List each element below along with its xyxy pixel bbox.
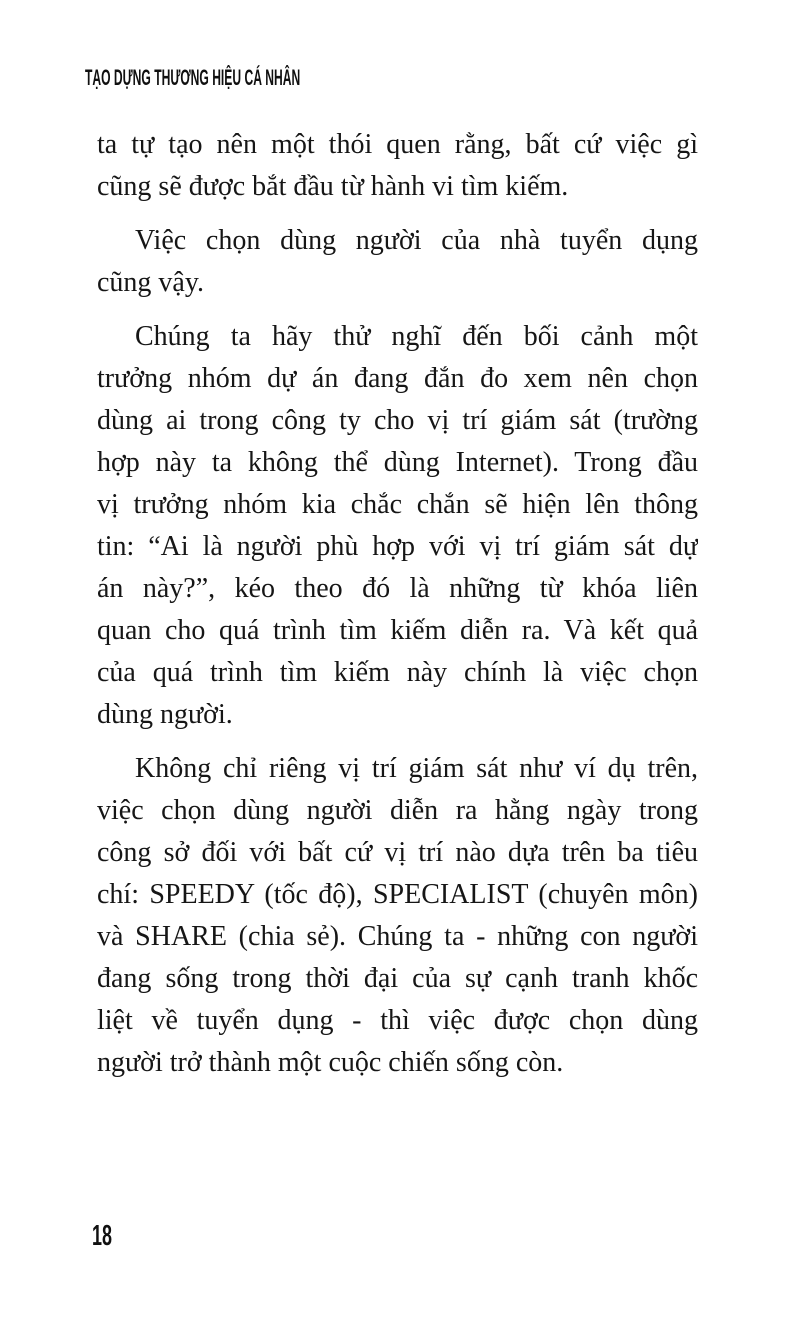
page-number: 18 [92, 1220, 113, 1252]
paragraph [97, 220, 698, 304]
text-line: công sở đối với bất cứ vị trí nào dựa trên ba tiêu [97, 837, 698, 868]
text-line: vị trưởng nhóm kia chắc chắn sẽ hiện lên thông [97, 489, 698, 520]
text-line: việc chọn dùng người diễn ra hằng ngày trong [97, 795, 698, 826]
text-line: Chúng ta hãy thử nghĩ đến bối cảnh một [135, 321, 698, 352]
paragraph [97, 748, 698, 1084]
text-line: Việc chọn dùng người của nhà tuyển dụng [135, 225, 698, 256]
page-body [97, 124, 698, 1084]
text-line: quan cho quá trình tìm kiếm diễn ra. Và kết quả [97, 615, 698, 646]
text-line: cũng sẽ được bắt đầu từ hành vi tìm kiếm. [97, 171, 569, 202]
running-header-title: TẠO DỰNG THƯƠNG HIỆU CÁ NHÂN [85, 65, 301, 90]
text-line: hợp này ta không thể dùng Internet). Trong đầu [97, 447, 698, 478]
text-line: liệt về tuyển dụng - thì việc được chọn dùng [97, 1005, 698, 1036]
text-line: trưởng nhóm dự án đang đắn đo xem nên chọn [97, 363, 698, 394]
text-line: dùng người. [97, 699, 233, 730]
text-line: án này?”, kéo theo đó là những từ khóa liên [97, 573, 698, 604]
text-line: dùng ai trong công ty cho vị trí giám sát (trường [97, 405, 698, 436]
text-line: của quá trình tìm kiếm này chính là việc chọn [97, 657, 698, 688]
paragraph [97, 124, 698, 208]
text-line: cũng vậy. [97, 267, 205, 298]
text-line: người trở thành một cuộc chiến sống còn. [97, 1047, 564, 1078]
text-line: và SHARE (chia sẻ). Chúng ta - những con người [97, 921, 698, 952]
text-line: Không chỉ riêng vị trí giám sát như ví dụ trên, [135, 753, 698, 784]
text-line: chí: SPEEDY (tốc độ), SPECIALIST (chuyên môn) [97, 879, 698, 910]
text-line: đang sống trong thời đại của sự cạnh tranh khốc [97, 963, 698, 994]
text-line: tin: “Ai là người phù hợp với vị trí giám sát dự [97, 531, 698, 562]
text-line: ta tự tạo nên một thói quen rằng, bất cứ việc gì [97, 129, 698, 160]
paragraph [97, 316, 698, 736]
